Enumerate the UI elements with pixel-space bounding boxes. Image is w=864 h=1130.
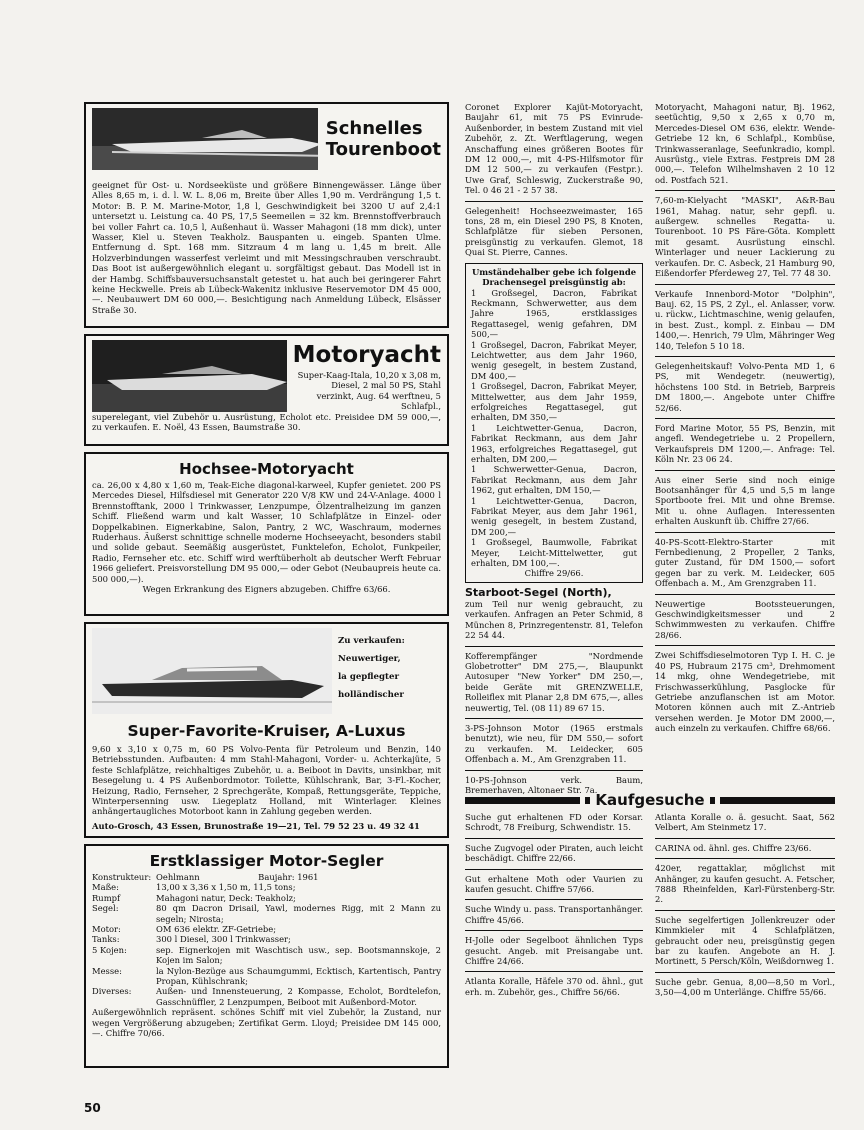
spec-label: Maße:	[92, 882, 119, 893]
divider	[655, 858, 835, 859]
ad-schnelles-tourenboot	[84, 102, 449, 328]
ad-hochseezweimaster: Gelegenheit! Hochseezweimaster, 165 tons, 28 m, ein Diesel 290 PS, 8 Knoten, Schlafplätze für sieben Personen, preisgünstig zu verkaufen. Glemot, 18 Quai St. Pierre, Cannes.	[465, 205, 643, 258]
divider	[655, 190, 835, 191]
starboot-text: zum Teil nur wenig gebraucht, zu verkaufen. Anfragen an Peter Schmid, 8 München 8, Prinzregentenstr. 81, Telefon 22 54 44.	[465, 598, 643, 641]
boat-photo	[92, 108, 318, 170]
spec-label: Rumpf	[92, 892, 121, 903]
ad-super-favorite-kruiser	[84, 622, 449, 838]
ad-coronet-explorer: Coronet Explorer Kajüt-Motoryacht, Baujahr 61, mit 75 PS Evinrude-Außenborder, in bestem Zustand mit viel Zubehör, z. Zt. Werftlagerung, wegen Anschaffung eines größeren Bootes für DM 12 000,—, mit 4-PS-Hilfsmotor für DM 12 500,— zu verkaufen (Festpr.). Uwe Graf, Schleswig, Zuckerstraße 90, Tel. 0 46 21 - 2 57 38.	[465, 102, 643, 196]
ad4-side-line1: Zu verkaufen:	[338, 636, 405, 646]
wanted-right	[655, 812, 835, 1003]
spec-value: Oehlmann Baujahr: 1961	[156, 872, 319, 882]
divider	[655, 594, 835, 595]
ad1-title-line1: Schnelles	[325, 118, 423, 139]
divider	[655, 972, 835, 973]
divider	[465, 838, 643, 839]
sail-item: 1 Schwerwetter-Genua, Dacron, Fabrikat Reckmann, aus dem Jahr 1962, gut erhalten, DM 150,—	[471, 464, 637, 496]
sails-heading: Umständehalber gebe ich folgende Drachensegel preisgünstig ab:	[471, 266, 637, 288]
divider	[465, 770, 643, 771]
spec-label: Konstrukteur:	[92, 872, 152, 882]
ad-schiffsdieselmotoren: Zwei Schiffsdieselmotoren Typ I. H. C. je 40 PS, Hubraum 2175 cm³, Drehmoment 14 mkg, ohne Wendegetriebe, mit Frischwasserkühlung, Pasglocke für Getriebe anzuflanschen ist am Motor. Motoren können auch mit Z.-Antrieb versehen werden. Je Motor DM 2000,—, auch einzeln zu verkaufen. Chiffre 68/66.	[655, 650, 835, 734]
sail-item: 1 Leichtwetter-Genua, Dacron, Fabrikat Meyer, aus dem Jahr 1961, wenig gesegelt, in bestem Zustand, DM 200,—	[471, 495, 637, 537]
spec-value: 80 qm Dacron Drisail, Yawl, modernes Rigg, mit 2 Mann zu segeln; Nirosta;	[156, 903, 441, 924]
spec-value: Mahagoni natur, Deck: Teakholz;	[156, 892, 296, 903]
ad3-footer: Wegen Erkrankung des Eigners abzugeben. Chiffre 63/66.	[142, 584, 391, 595]
page-number: 50	[84, 1101, 101, 1115]
ad-scott-starter: 40-PS-Scott-Elektro-Starter mit Fernbedienung, 2 Propeller, 2 Tanks, guter Zustand, für DM 1500,— sofort gegen bar zu verk. M. Leidecker, 605 Offenbach a. M., Am Grenzgraben 11.	[655, 536, 835, 589]
divider	[655, 645, 835, 646]
wanted-item: Suche Windy u. pass. Transportanhänger. Chiffre 45/66.	[465, 904, 643, 925]
divider	[465, 201, 643, 202]
wanted-item: Suche gebr. Genua, 8,00—8,50 m Vorl., 3,50—4,00 m Unterlänge. Chiffre 55/66.	[655, 976, 835, 998]
sail-item: 1 Großsegel, Dacron, Fabrikat Meyer, Mittelwetter, aus dem Jahr 1959, erfolgreiches Regattasegel, gut erhalten, DM 350,—	[471, 381, 637, 423]
sail-item: 1 Großsegel, Baumwolle, Fabrikat Meyer, Leicht-Mittelwetter, gut erhalten, DM 100,—.	[471, 537, 637, 569]
divider	[655, 418, 835, 419]
ad2-text: superelegant, viel Zubehör u. Ausrüstung, Echolot etc. Preisidee DM 59 000,—, zu verkaufen. E. Noël, 43 Essen, Baumstraße 30.	[92, 412, 441, 433]
ad-drachensegel	[465, 263, 643, 583]
divider	[465, 930, 643, 931]
ad-ford-marine: Ford Marine Motor, 55 PS, Benzin, mit angefl. Wendegetriebe u. 2 Propellern, Verkaufspreis DM 1200,—. Anfrage: Tel. Köln Nr. 23 06 24.	[655, 422, 835, 465]
ad1-title-line2: Tourenboot	[325, 139, 441, 160]
wanted-item: Suche gut erhaltenen FD oder Korsar. Schrodt, 78 Freiburg, Schwendistr. 15.	[465, 812, 643, 833]
column-left	[84, 102, 449, 1074]
wanted-item: H-Jolle oder Segelboot ähnlichen Typs gesucht. Angeb. mit Preisangabe unt. Chiffre 24/66.	[465, 935, 643, 967]
ad2-text-right: Super-Kaag-Itala, 10,20 x 3,08 m, Diesel, 2 mal 50 PS, Stahl verzinkt, Aug. 64 werftneu, 5 Schlafpl.,	[297, 370, 441, 412]
spec-value: la Nylon-Bezüge aus Schaumgummi, Ecktisch, Kartentisch, Pantry Propan, Kühlschrank;	[156, 965, 441, 987]
spec-label: Tanks:	[92, 934, 120, 945]
ad-kofferempfaenger: Kofferempfänger "Nordmende Globetrotter" DM 275,—, Blaupunkt Autosuper "New Yorker" DM 250,—, beide Geräte mit GRENZWELLE, Rolleiflex mit Planar 2,8 DM 675,—, alles neuwertig, Tel. (08 11) 89 67 15.	[465, 650, 643, 713]
sail-item: 1 Leichtwetter-Genua, Dacron, Fabrikat Reckmann, aus dem Jahr 1963, erfolgreiches Regattasegel, gut erhalten, DM 200,—	[471, 422, 637, 464]
ad-johnson-10ps: 10-PS-Johnson verk. Baum, Bremerhaven, Altonaer Str. 7a.	[465, 774, 643, 795]
banner-bar	[720, 797, 835, 804]
spec-label: Messe:	[92, 965, 122, 976]
ad-johnson-3ps: 3-PS-Johnson Motor (1965 erstmals benutzt), wie neu, für DM 550,— sofort zu verkaufen. M. Leidecker, 605 Offenbach a. M., Am Grenzgraben 11.	[465, 722, 643, 765]
divider	[465, 971, 643, 972]
starboot-title: Starboot-Segel (North),	[465, 585, 612, 599]
ad4-title: Super-Favorite-Kruiser, A-Luxus	[127, 722, 406, 740]
ad4-side-line3: la gepflegter	[338, 672, 399, 682]
ad-hochsee-motoryacht	[84, 452, 449, 616]
divider	[655, 356, 835, 357]
divider	[465, 869, 643, 870]
banner-bar	[710, 797, 715, 804]
ad2-title: Motoryacht	[292, 342, 441, 368]
ad-bootsanhaenger: Aus einer Serie sind noch einige Bootsanhänger für 4,5 und 5,5 m lange Sportboote frei. Mit und ohne Bremse. Mit u. ohne Auflagen. Interessenten erhalten Auskunft üb. Chiffre 27/66.	[655, 474, 835, 527]
kaufgesuche-banner	[465, 791, 835, 809]
wanted-item: CARINA od. ähnl. ges. Chiffre 23/66.	[655, 842, 812, 853]
wanted-item: Atlanta Koralle, Häfele 370 od. ähnl., gut erh. m. Zubehör, ges., Chiffre 56/66.	[465, 976, 643, 997]
spec-value: 13,00 x 3,36 x 1,50 m, 11,5 tons;	[156, 882, 296, 893]
divider	[655, 532, 835, 533]
ad5-text: Außergewöhnlich repräsent. schönes Schiff mit viel Zubehör, la Zustand, nur wegen Vergrößerung abzugeben; Zertifikat Germ. Lloyd; Preisidee DM 145 000,—. Chiffre 70/66.	[92, 1007, 441, 1039]
ad4-footer: Auto-Grosch, 43 Essen, Brunostraße 19—21, Tel. 79 52 23 u. 49 32 41	[92, 820, 420, 831]
banner-bar	[585, 797, 590, 804]
divider	[655, 910, 835, 911]
kruiser-photo	[92, 628, 332, 714]
sails-chiffre: Chiffre 29/66.	[524, 568, 584, 579]
divider	[655, 470, 835, 471]
ad-motoryacht	[84, 334, 449, 446]
ad-kielyacht-maski: 7,60-m-Kielyacht "MASKI", A&R-Bau 1961, Mahag. natur, sehr gepfl. u. außergew. schnelles Regatta- u. Tourenboot. 10 PS Färe-Göta. Komplett mit gesamt. Ausrüstung einschl. Winterlager und neuer Lackierung zu verkaufen. Dr. C. Asbeck, 21 Hamburg 90, Eißendorfer Pferdeweg 27, Tel. 77 48 30.	[655, 195, 835, 279]
sail-item: 1 Großsegel, Dacron, Fabrikat Reckmann, Schwerwetter, aus dem Jahre 1965, erstklassiges Regattasegel, wenig gefahren, DM 500,—	[471, 287, 637, 340]
divider	[655, 838, 835, 839]
ad4-side-line4: holländischer	[338, 690, 404, 700]
ad3-title: Hochsee-Motoryacht	[179, 460, 354, 478]
spec-value: OM 636 elektr. ZF-Getriebe;	[156, 924, 277, 935]
spec-label: Segel:	[92, 903, 119, 914]
wanted-item: Suche segelfertigen Jollenkreuzer oder Kimmkieler mit 4 Schlafplätzen, gebraucht oder neu, preisgünstig gegen bar zu kaufen. Angebote an H. J. Mortinett, 5 Persch/Köln, Weißdornweg 1.	[655, 914, 835, 967]
ad-motoryacht-mahagoni: Motoryacht, Mahagoni natur, Bj. 1962, seetüchtig, 9,50 x 2,65 x 0,70 m, Mercedes-Diesel OM 636, elektr. Wende-Getriebe 12 kn, 6 Schlafpl., Kombüse, Trinkwasseranlage, Seefunkradio, kompl. Ausrüstg., viele Extras. Festpreis DM 28 000,—. Telefon Wilhelmshaven 2 10 12 od. Postfach 521.	[655, 102, 835, 185]
sail-item: 1 Großsegel, Dacron, Fabrikat Meyer, Leichtwetter, aus dem Jahr 1960, wenig gesegelt, in bestem Zustand, DM 400,—	[471, 339, 637, 381]
ad5-spec-table	[92, 872, 441, 1007]
wanted-item: 420er, regattaklar, möglichst mit Anhänger, zu kaufen gesucht. A. Fetscher, 7888 Rheinfelden, Karl-Fürstenberg-Str. 2.	[655, 863, 835, 905]
spec-label: Diverses:	[92, 986, 132, 997]
spec-label: 5 Kojen:	[92, 944, 127, 955]
wanted-middle	[465, 812, 643, 1002]
spec-value: 300 l Diesel, 300 l Trinkwasser;	[156, 934, 291, 945]
spec-value: sep. Eignerkojen mit Waschtisch usw., sep. Bootsmannskoje, 2 Kojen im Salon;	[156, 944, 441, 966]
banner-bar	[465, 797, 580, 804]
wanted-item: Gut erhaltene Moth oder Vaurien zu kaufen gesucht. Chiffre 57/66.	[465, 873, 643, 895]
ad4-text: 9,60 x 3,10 x 0,75 m, 60 PS Volvo-Penta für Petroleum und Benzin, 140 Betriebsstunden. Aufbauten: 4 mm Stahl-Mahagoni, Vorder- u. Achterkajüte, 5 feste Schlafplätze, reichhaltiges Zubehör, u. a. Beiboot in Davits, unsinkbar, mit Besegelung u. 4 PS Außenbordmotor. Toilette, Kühlschrank, Bar, 3-Fl.-Kocher, Heizung, Radio, Fernseher, 2 Sprechgeräte, Kompaß, Rettungsgeräte, Teppiche, Winterpersenning usw. Liegeplatz Holland, mit Winterlager. Kleines anhängertaugliches Motorboot kann in Zahlung gegeben werden.	[92, 744, 441, 817]
ad3-text: ca. 26,00 x 4,80 x 1,60 m, Teak-Eiche diagonal-karweel, Kupfer genietet. 200 PS Mercedes Diesel, Hilfsdiesel mit Generator 220 V/8 KW und 24-V-Anlage. 4000 l Brennstofftank, 2000 l Trinkwasser, Lenzpumpe, Ölzentralheizung im ganzen Schiff. Fließend warm und kalt Wasser, 10 Schlafplätze in Einzel- oder Doppelkabinen. Eignerkabine, Salon, Pantry, 2 WC, Waschraum, modernes Ruderhaus. Äußerst schnittige schnelle moderne Hochseeyacht, besonders stabil und solide gebaut. Seemäßig ausgerüstet, Funktelefon, Echolot, Funkpeiler, Radio, Fernseher etc. etc. Schiff wird werftüberholt ab deutscher Werft Februar 1966 geliefert. Preisvorstellung DM 95 000,— oder Gebot (Neubaupreis heute ca. 500 000,—).	[92, 480, 441, 584]
motoryacht-photo	[92, 340, 287, 412]
kruiser-image	[92, 628, 332, 714]
divider	[465, 899, 643, 900]
divider	[465, 646, 643, 647]
divider	[655, 284, 835, 285]
speedboat-image	[92, 108, 318, 170]
ad-bootssteuerungen: Neuwertige Bootssteuerungen, Geschwindigkeitsmesser und 2 Schwimmwesten zu verkaufen. Chiffre 28/66.	[655, 598, 835, 640]
spec-label: Motor:	[92, 924, 121, 935]
wanted-item: Atlanta Koralle o. ä. gesucht. Saat, 562 Velbert, Am Steinmetz 17.	[655, 812, 835, 833]
kaufgesuche-heading: Kaufgesuche	[595, 791, 705, 809]
ad-volvo-penta: Gelegenheitskauf! Volvo-Penta MD 1, 6 PS, mit Wendegetr. (neuwertig), höchstens 100 Std. in Betrieb, Barpreis DM 1800,—. Angebote unter Chiffre 52/66.	[655, 360, 835, 413]
ad4-side-line2: Neuwertiger,	[338, 654, 401, 664]
wanted-item: Suche Zugvogel oder Piraten, auch leicht beschädigt. Chiffre 22/66.	[465, 842, 643, 864]
spec-value: Außen- und Innensteuerung, 2 Kompasse, Echolot, Bordtelefon, Gasschnüffler, 2 Lenzpumpen, Beiboot mit Außenbord-Motor.	[156, 986, 441, 1007]
column-middle	[465, 102, 643, 800]
ad-motor-segler	[84, 844, 449, 1068]
motoryacht-image	[92, 340, 287, 412]
ad5-title: Erstklassiger Motor-Segler	[149, 852, 384, 870]
divider	[465, 718, 643, 719]
ad-dolphin-motor: Verkaufe Innenbord-Motor "Dolphin", Bauj. 62, 15 PS, 2 Zyl., el. Anlasser, vorw. u. rückw., Lichtmaschine, wenig gelaufen, in best. Zust., kompl. z. Einbau — DM 1400,—. Henrich, 79 Ulm, Mähringer Weg 140, Telefon 5 10 18.	[655, 288, 836, 351]
column-right	[655, 102, 835, 739]
ad1-text: geeignet für Ost- u. Nordseeküste und größere Binnengewässer. Länge über Alles 8,65 m, i. d. l. W. L. 8,06 m, Breite über Alles 1,90 m. Verdrängung 1,5 t. Motor: B. P. M. Marine-Motor, 1,8 l, Geschwindigkeit bei 3200 U auf 2,4:1 untersetzt u. Leistung ca. 40 PS, 17,5 Seemeilen = 32 km. Brennstoffverbrauch bei voller Fahrt ca. 10,5 l, Außenhaut ü. Wasser Mahagoni (18 mm dick), unter Wasser, Kiel u. Steven Teakholz. Bauspanten u. eingeb. Spanten Ulme. Entfernung d. Spt. 168 mm. Sitzraum 4 m lang u. 1,45 m breit. Alle Holzverbindungen wasserfest verleimt und mit Messingschrauben verschraubt. Das Boot ist außergewöhnlich elegant u. sorgfältigst gebaut. Das Modell ist in der Hambg. Schiffsbauversuchsanstalt getestet u. hat auch bei geringerer Fahrt keine Heckwelle. Preis ab Lübeck-Wakenitz inklusive Reservemotor DM 45 000,—. Neubauwert DM 60 000,—. Besichtigung nach Anmeldung Lübeck, Elsässer Straße 30.	[92, 180, 441, 315]
